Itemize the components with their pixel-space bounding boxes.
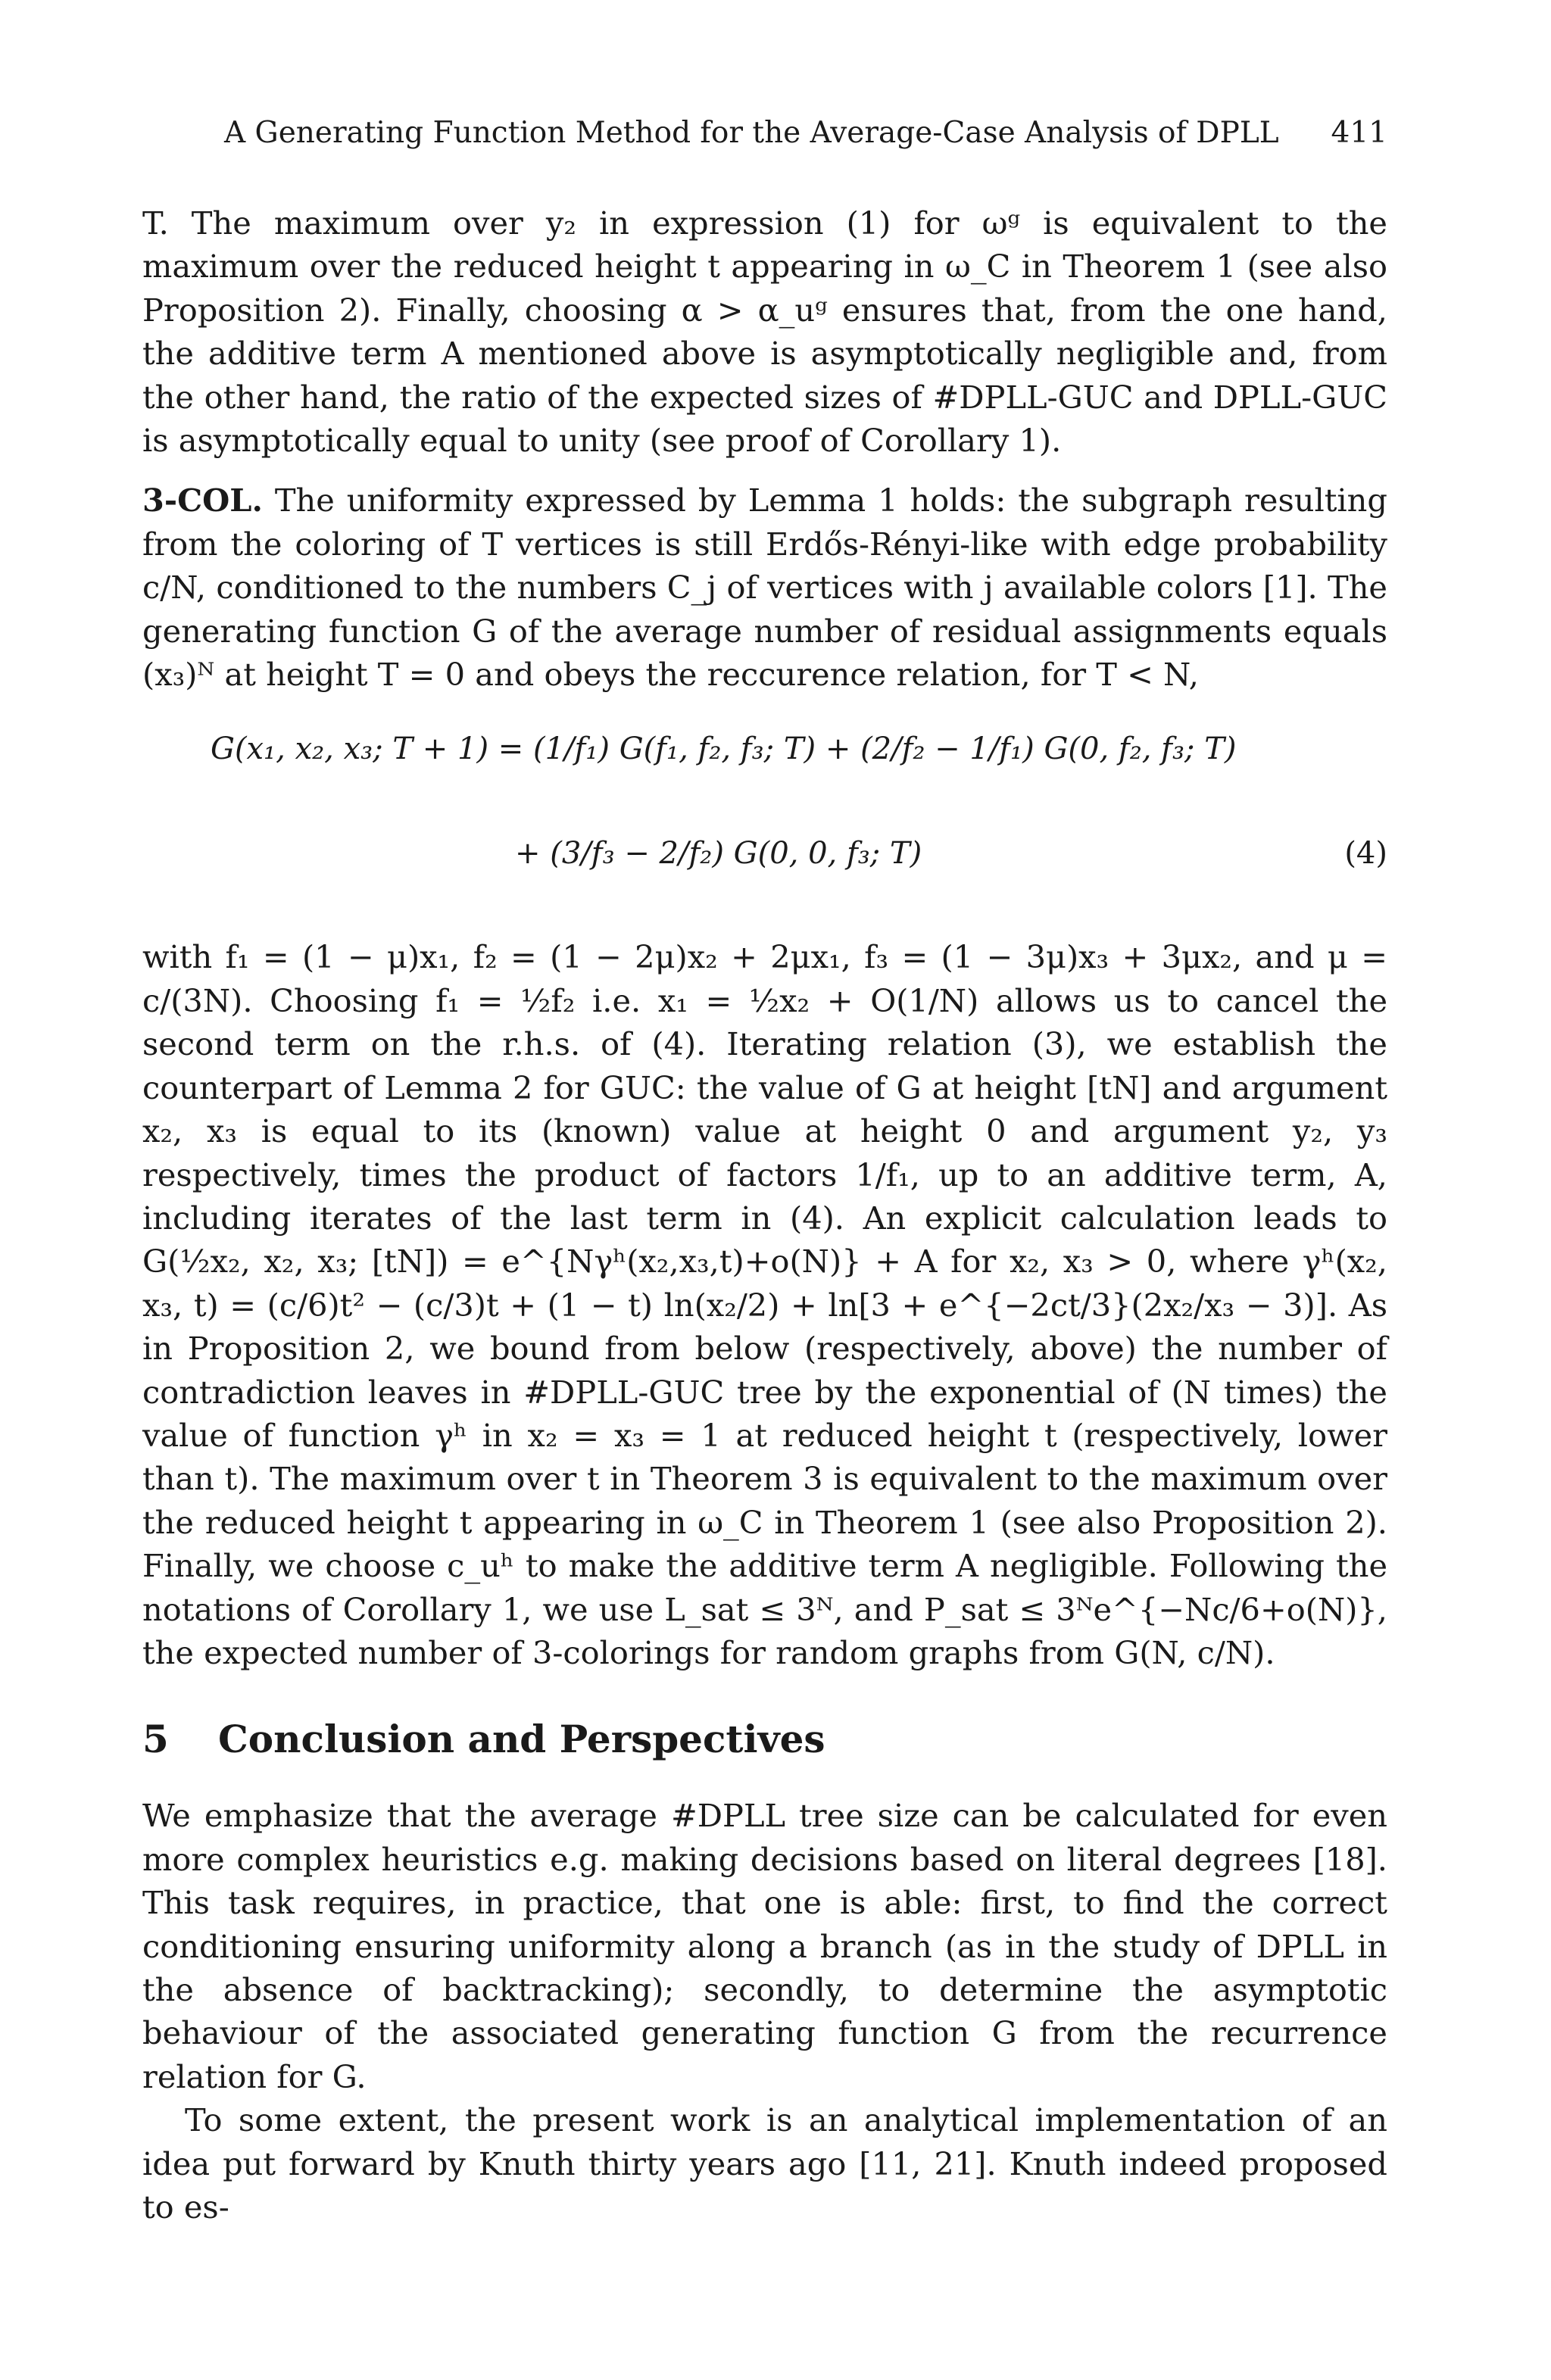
running-title: A Generating Function Method for the Average-Case Analysis of DPLL bbox=[224, 116, 1279, 150]
paragraph-1: T. The maximum over y₂ in expression (1) for ωᵍ is equivalent to the maximum over the reduced height t appearing in ω_C in Theorem 1 (see also Proposition 2). Finally, choosing α > α_uᵍ ensures that, from the one hand, the additive term A mentioned above is asymptotically negligible and, from the other hand, the ratio of the expected sizes of #DPLL-GUC and DPLL-GUC is asymptotically equal to unity (see proof of Corollary 1). bbox=[142, 204, 1387, 460]
paragraph-5: To some extent, the present work is an analytical implementation of an idea put forward by Knuth thirty years ago [11, 21]. Knuth indeed proposed to es- bbox=[142, 2101, 1387, 2226]
body-text bbox=[142, 201, 1387, 2229]
equation-line-1: G(x₁, x₂, x₃; T + 1) = (1/f₁) G(f₁, f₂, f₃; T) + (2/f₂ − 1/f₁) G(0, f₂, f₃; T) bbox=[211, 731, 1237, 767]
equation-tag: (4) bbox=[1344, 836, 1387, 872]
page-number: 411 bbox=[1331, 116, 1387, 150]
section-title: Conclusion and Perspectives bbox=[218, 1717, 825, 1762]
paragraph-4: We emphasize that the average #DPLL tree size can be calculated for even more complex heuristics e.g. making decisions based on literal degrees [18]. This task requires, in practice, that one is able: first, to find the correct conditioning ensuring uniformity along a branch (as in the study of DPLL in the absence of backtracking); secondly, to determine the asymptotic behaviour of the associated generating function G from the recurrence relation for G. bbox=[142, 1797, 1387, 2095]
section-number: 5 bbox=[142, 1717, 169, 1762]
running-header bbox=[224, 114, 1387, 153]
paragraph-2-text: The uniformity expressed by Lemma 1 holds: the subgraph resulting from the coloring of T vertices is still Erdős-Rényi-like with edge probability c/N, conditioned to the numbers C_j of vertices with j available colors [1]. The generating function G of the average number of residual assignments equals (x₃)ᴺ at height T = 0 and obeys the reccurence relation, for T < N, bbox=[142, 482, 1387, 694]
section-heading bbox=[142, 1715, 1387, 1764]
paragraph-3: with f₁ = (1 − μ)x₁, f₂ = (1 − 2μ)x₂ + 2μx₁, f₃ = (1 − 3μ)x₃ + 3μx₂, and μ = c/(3N). Choosing f₁ = ½f₂ i.e. x₁ = ½x₂ + O(1/N) allows us to cancel the second term on the r.h.s. of (4). Iterating relation (3), we establish the counterpart of Lemma 2 for GUC: the value of G at height [tN] and argument x₂, x₃ is equal to its (known) value at height 0 and argument y₂, y₃ respectively, times the product of factors 1/f₁, up to an additive term, A, including iterates of the last term in (4). An explicit calculation leads to G(½x₂, x₂, x₃; [tN]) = e^{Nγʰ(x₂,x₃,t)+o(N)} + A for x₂, x₃ > 0, where γʰ(x₂, x₃, t) = (c/6)t² − (c/3)t + (1 − t) ln(x₂/2) + ln[3 + e^{−2ct/3}(2x₂/x₃ − 3)]. As in Proposition 2, we bound from below (respectively, above) the number of contradiction leaves in #DPLL-GUC tree by the exponential of (N times) the value of function γʰ in x₂ = x₃ = 1 at reduced height t (respectively, lower than t). The maximum over t in Theorem 3 is equivalent to the maximum over the reduced height t appearing in ω_C in Theorem 1 (see also Proposition 2). Finally, we choose c_uʰ to make the additive term A negligible. Following the notations of Corollary 1, we use L_sat ≤ 3ᴺ, and P_sat ≤ 3ᴺe^{−Nc/6+o(N)}, the expected number of 3-colorings for random graphs from G(N, c/N). bbox=[142, 938, 1387, 1671]
equation-4 bbox=[142, 705, 1387, 925]
paragraph-3col bbox=[142, 479, 1387, 696]
col-heading: 3-COL. bbox=[142, 482, 263, 519]
equation-line-2: + (3/f₃ − 2/f₂) G(0, 0, f₃; T) bbox=[515, 836, 922, 872]
